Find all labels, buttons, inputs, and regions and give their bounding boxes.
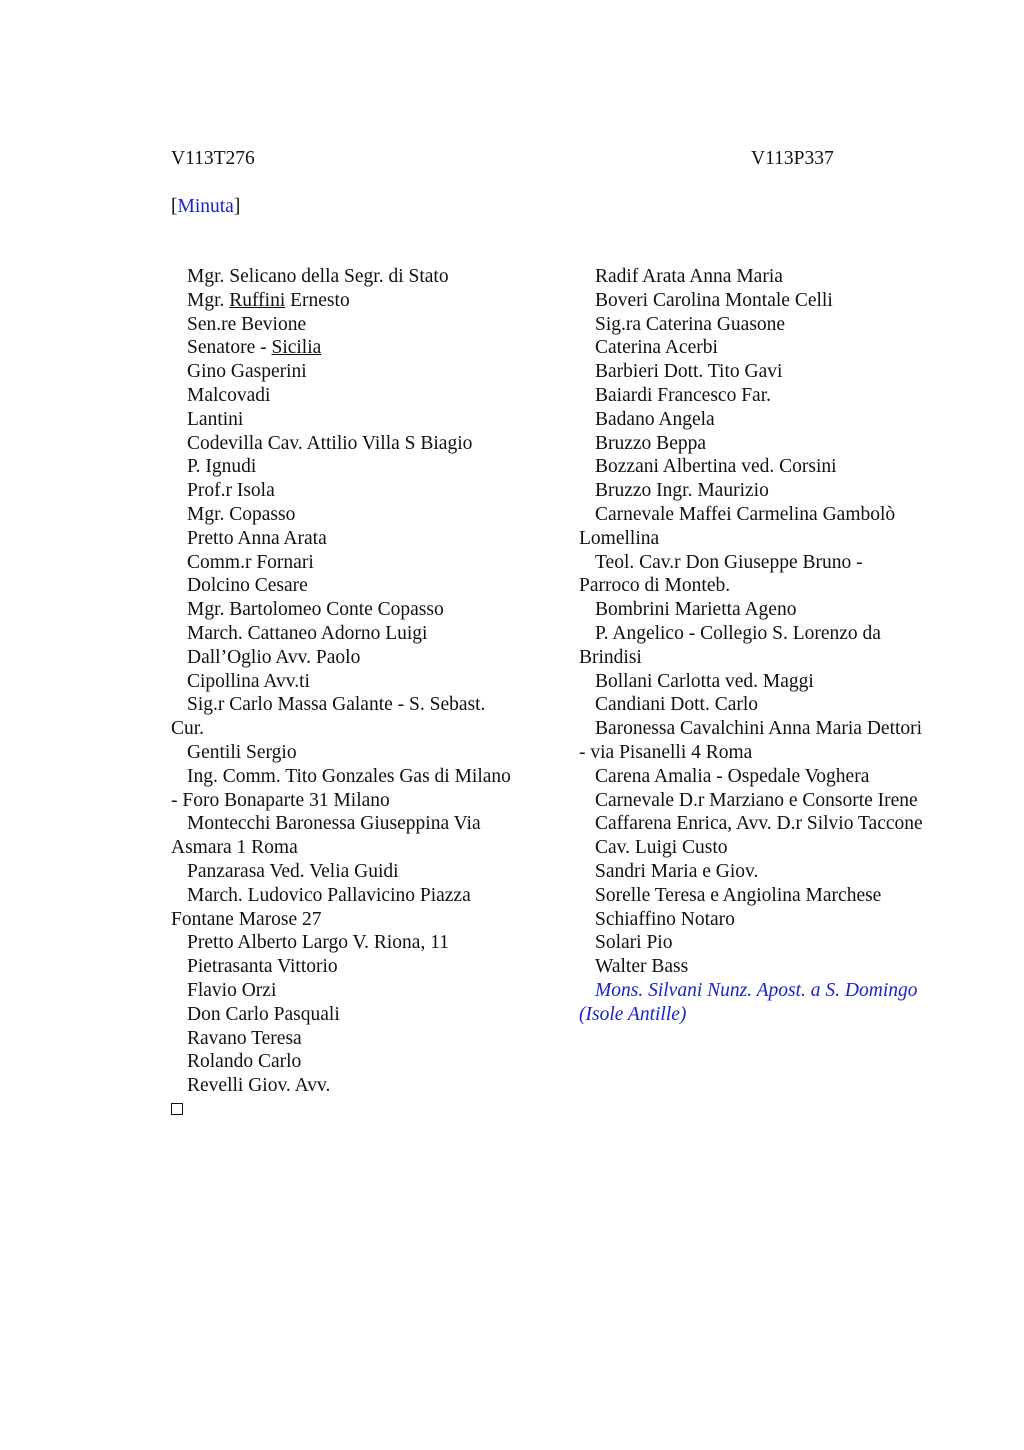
- list-entry: Carena Amalia - Ospedale Voghera: [595, 765, 870, 787]
- list-entry: Walter Bass: [595, 956, 689, 978]
- list-entry: P. Angelico - Collegio S. Lorenzo da Brindisi: [579, 622, 881, 668]
- list-entry: P. Ignudi: [187, 456, 257, 478]
- list-entry: Sandri Maria e Giov.: [595, 860, 759, 882]
- right-name-column: [579, 265, 924, 1027]
- list-entry: Panzarasa Ved. Velia Guidi: [187, 860, 399, 882]
- list-entry: Teol. Cav.r Don Giuseppe Bruno - Parroco di Monteb.: [579, 551, 863, 597]
- list-entry: Mgr. Bartolomeo Conte Copasso: [187, 599, 444, 621]
- document-code-left: V113T276: [171, 148, 255, 169]
- underlined-name: Ruffini: [229, 289, 286, 311]
- list-entry: Dolcino Cesare: [187, 575, 308, 597]
- list-entry: Montecchi Baronessa Giuseppina Via Asmara 1 Roma: [171, 813, 481, 859]
- list-entry: Boveri Carolina Montale Celli: [595, 289, 833, 311]
- list-entry: Ravano Teresa: [187, 1027, 302, 1049]
- list-entry: Bollani Carlotta ved. Maggi: [595, 670, 814, 692]
- list-entry: Comm.r Fornari: [187, 551, 314, 573]
- minuta-link[interactable]: Minuta: [177, 196, 234, 217]
- document-code-right: V113P337: [751, 148, 834, 169]
- list-entry: Badano Angela: [595, 408, 715, 430]
- minuta-label: [171, 195, 240, 219]
- list-entry: Candiani Dott. Carlo: [595, 694, 759, 716]
- list-entry: Don Carlo Pasquali: [187, 1003, 340, 1025]
- list-entry: Caffarena Enrica, Avv. D.r Silvio Taccone: [595, 813, 923, 835]
- list-entry: Carnevale D.r Marziano e Consorte Irene: [595, 789, 918, 811]
- list-entry: Codevilla Cav. Attilio Villa S Biagio: [187, 432, 473, 454]
- list-entry: [171, 336, 521, 360]
- underlined-name: Sicilia: [271, 337, 322, 359]
- list-entry: Cav. Luigi Custo: [595, 837, 728, 859]
- entry-text: Ernesto: [285, 289, 350, 311]
- list-entry: Carnevale Maffei Carmelina Gambolò Lomellina: [579, 503, 896, 549]
- list-entry: Mgr. Copasso: [187, 503, 296, 525]
- list-entry: Bombrini Marietta Ageno: [595, 599, 797, 621]
- entry-text: Senatore -: [187, 337, 272, 359]
- list-entry: Cipollina Avv.ti: [187, 670, 310, 692]
- list-entry: Rolando Carlo: [187, 1051, 302, 1073]
- list-entry: Bozzani Albertina ved. Corsini: [595, 456, 837, 478]
- list-entry: Caterina Acerbi: [595, 337, 718, 359]
- list-entry: Malcovadi: [187, 384, 271, 406]
- list-entry: Sorelle Teresa e Angiolina Marchese: [595, 884, 882, 906]
- end-of-list-square-icon: [171, 1103, 183, 1115]
- list-entry: Baronessa Cavalchini Anna Maria Dettori - via Pisanelli 4 Roma: [579, 718, 923, 763]
- left-name-column: [171, 265, 521, 1115]
- list-entry: Revelli Giov. Avv.: [187, 1075, 331, 1097]
- list-entry: March. Cattaneo Adorno Luigi: [187, 622, 428, 644]
- list-entry: Baiardi Francesco Far.: [595, 384, 771, 406]
- list-entry: Sen.re Bevione: [187, 313, 307, 335]
- list-entry: Lantini: [187, 408, 244, 430]
- list-entry: Gentili Sergio: [187, 741, 297, 763]
- list-entry: Pietrasanta Vittorio: [187, 956, 338, 978]
- list-entry: Flavio Orzi: [187, 979, 277, 1001]
- list-entry: Barbieri Dott. Tito Gavi: [595, 361, 783, 383]
- list-entry: Ing. Comm. Tito Gonzales Gas di Milano - Foro Bonaparte 31 Milano: [171, 765, 511, 811]
- list-entry: March. Ludovico Pallavicino Piazza Fontane Marose 27: [171, 884, 471, 930]
- italic-annotation-entry: Mons. Silvani Nunz. Apost. a S. Domingo (Isole Antille): [579, 979, 918, 1025]
- list-entry: Bruzzo Beppa: [595, 432, 707, 454]
- list-entry: Mgr. Selicano della Segr. di Stato: [187, 266, 449, 287]
- list-entry: [171, 289, 521, 313]
- entry-text: Mgr.: [187, 289, 230, 311]
- list-entry: Pretto Anna Arata: [187, 527, 327, 549]
- minuta-open-bracket: [: [171, 196, 178, 217]
- list-entry: Sig.ra Caterina Guasone: [595, 313, 786, 335]
- list-entry: Dall’Oglio Avv. Paolo: [187, 646, 361, 668]
- list-entry: Radif Arata Anna Maria: [595, 266, 783, 287]
- list-entry: Schiaffino Notaro: [595, 908, 735, 930]
- minuta-close-bracket: ]: [233, 196, 241, 217]
- list-entry: Solari Pio: [595, 932, 673, 954]
- list-entry: Sig.r Carlo Massa Galante - S. Sebast. Cur.: [171, 694, 486, 740]
- list-entry: Gino Gasperini: [187, 361, 307, 383]
- list-entry: Bruzzo Ingr. Maurizio: [595, 480, 769, 502]
- list-entry: Pretto Alberto Largo V. Riona, 11: [187, 932, 449, 954]
- list-entry: Prof.r Isola: [187, 480, 275, 502]
